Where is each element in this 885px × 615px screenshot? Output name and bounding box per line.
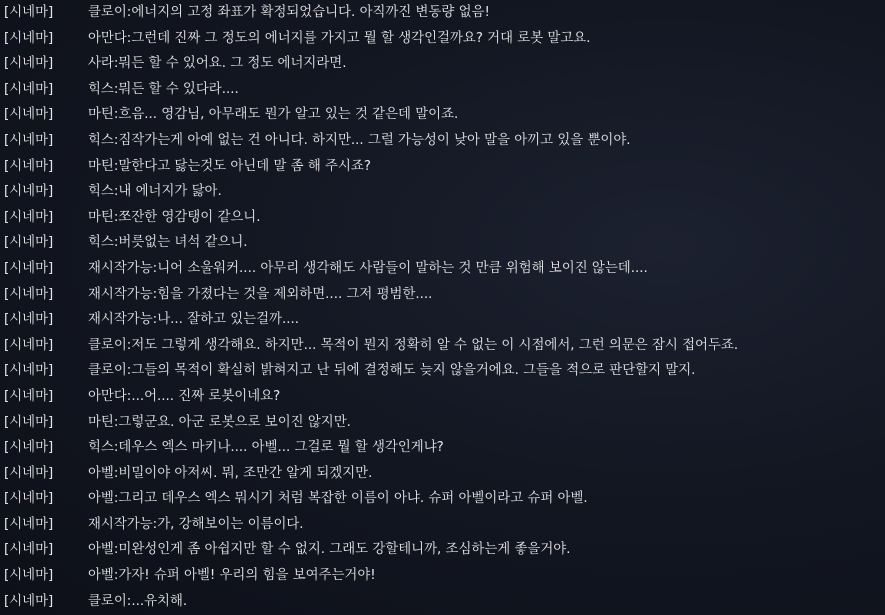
channel-tag: [시네마] [4, 56, 54, 72]
channel-tag: [시네마] [4, 209, 54, 225]
chat-message: 마틴:말한다고 닳는것도 아닌데 말 좀 해 주시죠? [88, 158, 371, 174]
chat-line [0, 179, 885, 205]
channel-tag: [시네마] [4, 132, 54, 148]
chat-line [0, 358, 885, 384]
channel-tag: [시네마] [4, 260, 54, 276]
chat-line [0, 77, 885, 103]
chat-message: 힉스:내 에너지가 닳아. [88, 184, 222, 200]
chat-line [0, 128, 885, 154]
channel-tag: [시네마] [4, 235, 54, 251]
chat-line [0, 230, 885, 256]
channel-tag: [시네마] [4, 5, 54, 20]
chat-line [0, 410, 885, 436]
chat-line [0, 205, 885, 231]
chat-message: 사라:뭐든 할 수 있어요. 그 정도 에너지라면. [88, 56, 347, 72]
chat-line [0, 0, 885, 26]
channel-tag: [시네마] [4, 593, 54, 609]
chat-line [0, 282, 885, 308]
chat-message: 힉스:뭐든 할 수 있다라.... [88, 81, 239, 97]
chat-message: 힉스:짐작가는게 아예 없는 건 아니다. 하지만... 그럴 가능성이 낮아 말을 아끼고 있을 뿐이야. [88, 132, 631, 148]
chat-line [0, 256, 885, 282]
chat-message: 클로이:저도 그렇게 생각해요. 하지만... 목적이 뭔지 정확히 알 수 없는 이 시점에서, 그런 의문은 잠시 접어두죠. [88, 337, 739, 353]
channel-tag: [시네마] [4, 107, 54, 123]
chat-message: 아만다:그런데 진짜 그 정도의 에너지를 가지고 뭘 할 생각인걸까요? 거대 로봇 말고요. [88, 30, 591, 46]
channel-tag: [시네마] [4, 491, 54, 507]
channel-tag: [시네마] [4, 286, 54, 302]
channel-tag: [시네마] [4, 81, 54, 97]
chat-message: 마틴:흐음... 영감님, 아무래도 뭔가 알고 있는 것 같은데 말이죠. [88, 107, 459, 123]
chat-line [0, 384, 885, 410]
chat-message: 힉스:버릇없는 녀석 같으니. [88, 235, 248, 251]
chat-message: 아벨:미완성인게 좀 아쉽지만 할 수 없지. 그래도 강할테니까, 조심하는게 좋을거야. [88, 542, 571, 558]
channel-tag: [시네마] [4, 542, 54, 558]
channel-tag: [시네마] [4, 184, 54, 200]
chat-line [0, 589, 885, 615]
channel-tag: [시네마] [4, 158, 54, 174]
channel-tag: [시네마] [4, 516, 54, 532]
chat-message: 재시작가능:나... 잘하고 있는걸까.... [88, 312, 299, 328]
channel-tag: [시네마] [4, 363, 54, 379]
channel-tag: [시네마] [4, 30, 54, 46]
chat-line [0, 461, 885, 487]
chat-line [0, 102, 885, 128]
chat-message: 클로이:그들의 목적이 확실히 밝혀지고 난 뒤에 결정해도 늦지 않을거에요. 그들을 적으로 판단할지 말지. [88, 363, 696, 379]
chat-message: 아만다:...어.... 진짜 로봇이네요? [88, 388, 281, 404]
chat-message: 재시작가능:니어 소울워커.... 아무리 생각해도 사람들이 말하는 것 만큼 위험해 보이진 않는데.... [88, 260, 648, 276]
chat-line [0, 154, 885, 180]
chat-line [0, 307, 885, 333]
chat-line [0, 333, 885, 359]
chat-message: 마틴:쪼잔한 영감탱이 같으니. [88, 209, 261, 225]
channel-tag: [시네마] [4, 440, 54, 456]
chat-line [0, 486, 885, 512]
channel-tag: [시네마] [4, 388, 54, 404]
chat-message: 아벨:그리고 데우스 엑스 뭐시기 처럼 복잡한 이름이 아냐. 슈퍼 아벨이라고 슈퍼 아벨. [88, 491, 588, 507]
channel-tag: [시네마] [4, 465, 54, 481]
chat-message: 클로이:에너지의 고정 좌표가 확정되었습니다. 아직까진 변동량 없음! [88, 5, 490, 20]
chat-line [0, 512, 885, 538]
chat-line [0, 435, 885, 461]
chat-message: 클로이:...유치해. [88, 593, 188, 609]
chat-message: 재시작가능:가, 강해보이는 이름이다. [88, 516, 304, 532]
chat-message: 마틴:그렇군요. 아군 로봇으로 보이진 않지만. [88, 414, 351, 430]
chat-message: 아벨:비밀이야 아저씨. 뭐, 조만간 알게 되겠지만. [88, 465, 373, 481]
chat-message: 힉스:데우스 엑스 마키나.... 아벨... 그걸로 뭘 할 생각인게냐? [88, 440, 444, 456]
channel-tag: [시네마] [4, 337, 54, 353]
chat-line [0, 563, 885, 589]
channel-tag: [시네마] [4, 414, 54, 430]
chat-message: 아벨:가자! 슈퍼 아벨! 우리의 힘을 보여주는거야! [88, 568, 376, 584]
chat-message: 재시작가능:힘을 가졌다는 것을 제외하면.... 그저 평범한.... [88, 286, 433, 302]
channel-tag: [시네마] [4, 568, 54, 584]
chat-line [0, 537, 885, 563]
chat-line [0, 26, 885, 52]
channel-tag: [시네마] [4, 312, 54, 328]
chat-line [0, 51, 885, 77]
